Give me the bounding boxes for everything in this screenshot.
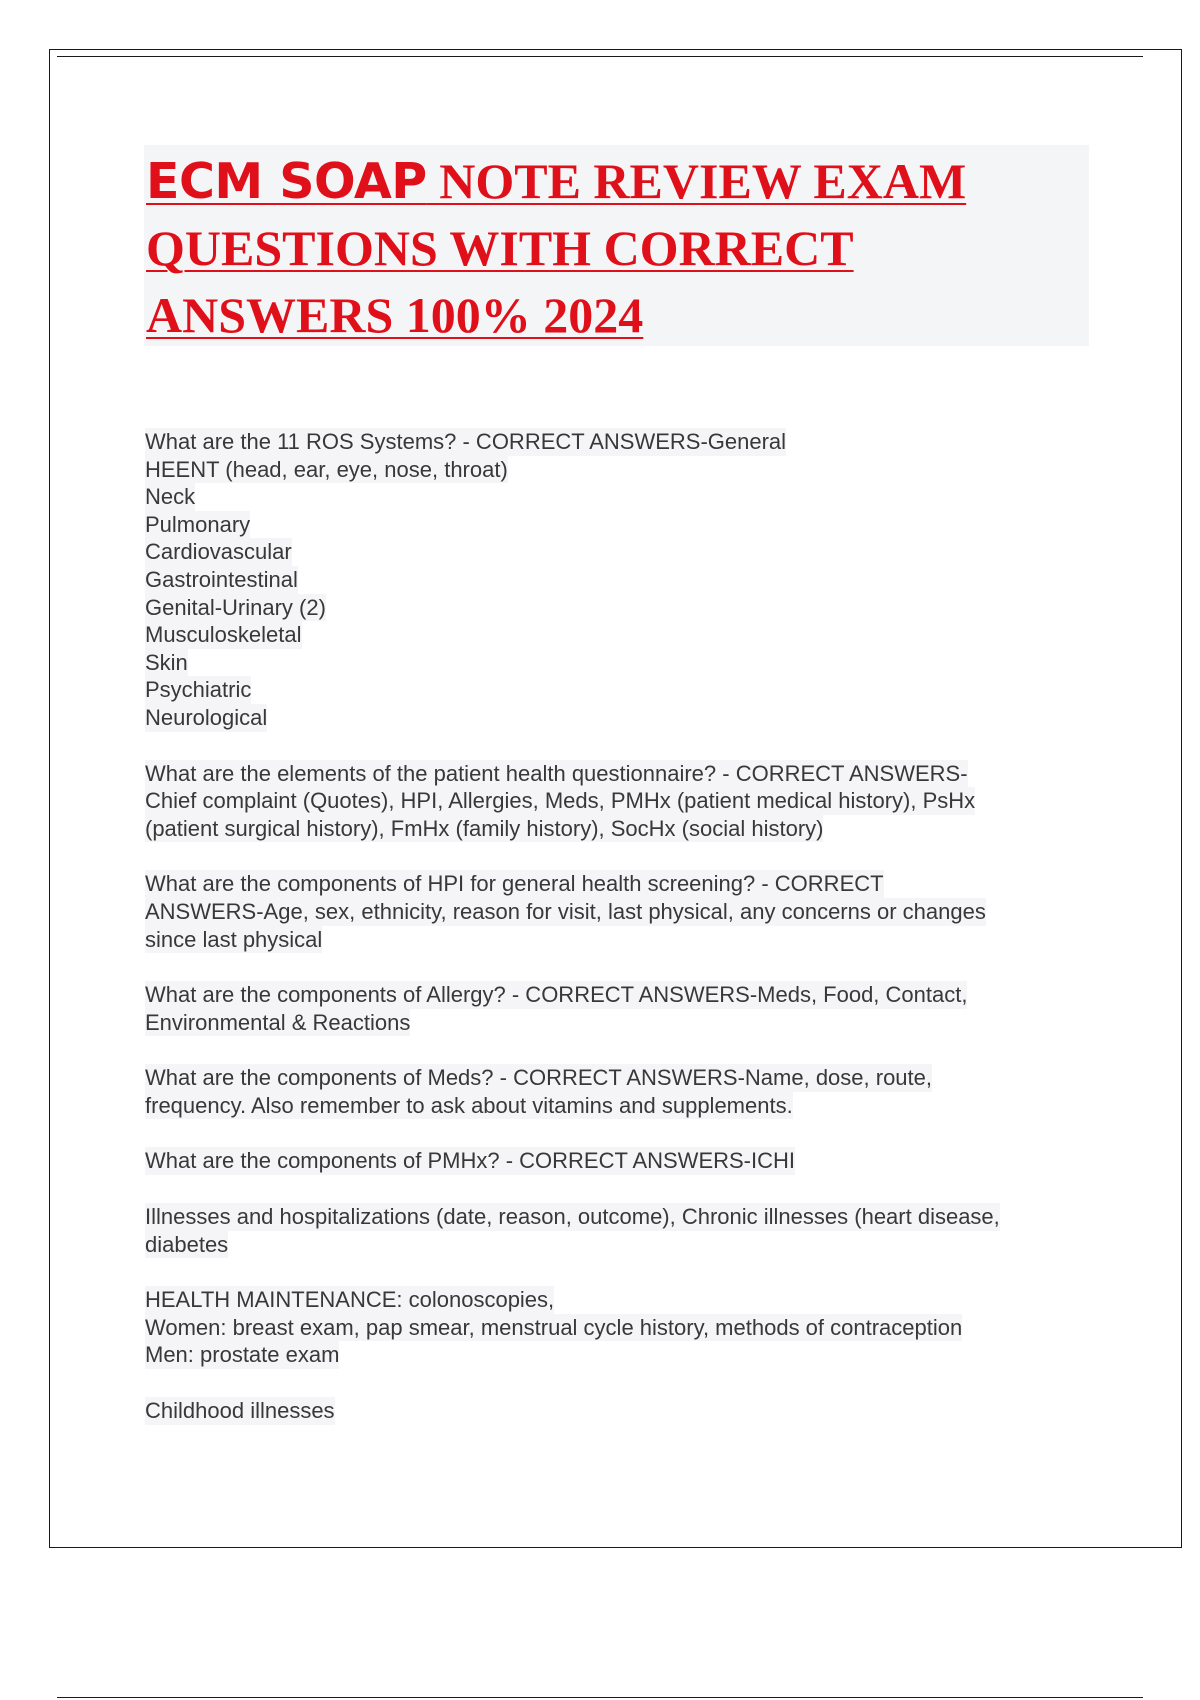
text-line: frequency. Also remember to ask about vitamins and supplements. [145,1092,793,1118]
text-line: Pulmonary [145,511,251,537]
text-line: Men: prostate exam [145,1342,340,1368]
qa-block-childhood-illnesses [145,1397,1095,1425]
qa-block-hpi [145,870,1095,953]
qa-content [145,428,1095,1453]
text-line: Illnesses and hospitalizations (date, reason, outcome), Chronic illnesses (heart disease, [145,1204,1000,1230]
title-line-2: QUESTIONS WITH CORRECT [146,220,854,276]
text-line: Neck [145,484,196,510]
text-line: Neurological [145,704,268,730]
text-line: Gastrointestinal [145,566,298,592]
text-line: (patient surgical history), FmHx (family history), SocHx (social history) [145,815,824,841]
qa-block-illnesses [145,1203,1095,1258]
text-line: HEENT (head, ear, eye, nose, throat) [145,456,508,482]
text-line: Psychiatric [145,677,252,703]
qa-block-meds [145,1064,1095,1119]
qa-block-allergy [145,981,1095,1036]
text-line: What are the components of Meds? - CORRECT ANSWERS-Name, dose, route, [145,1065,933,1091]
qa-block-ros-systems [145,428,1095,732]
text-line: What are the components of Allergy? - CORRECT ANSWERS-Meds, Food, Contact, [145,982,968,1008]
text-line: Environmental & Reactions [145,1009,411,1035]
bottom-rule [57,1697,1143,1698]
text-line: What are the components of HPI for general health screening? - CORRECT [145,871,884,897]
text-line: What are the elements of the patient health questionnaire? - CORRECT ANSWERS- [145,760,968,786]
text-line: What are the 11 ROS Systems? - CORRECT ANSWERS-General [145,429,787,454]
text-line: HEALTH MAINTENANCE: colonoscopies, [145,1287,555,1313]
text-line: Musculoskeletal [145,622,302,648]
text-line: diabetes [145,1231,229,1257]
title-line-1 [146,148,1089,215]
text-line: Genital-Urinary (2) [145,594,326,620]
text-line: Childhood illnesses [145,1398,335,1424]
qa-block-pmhx [145,1147,1095,1175]
text-line: ANSWERS-Age, sex, ethnicity, reason for visit, last physical, any concerns or changes [145,898,986,924]
text-line: Women: breast exam, pap smear, menstrual cycle history, methods of contraception [145,1314,963,1340]
qa-block-health-questionnaire [145,760,1095,843]
title-line-3: ANSWERS 100% 2024 [146,287,644,343]
text-line: What are the components of PMHx? - CORRECT ANSWERS-ICHI [145,1148,795,1174]
top-rule [57,56,1143,57]
text-line: Cardiovascular [145,539,292,565]
text-line: Chief complaint (Quotes), HPI, Allergies, Meds, PMHx (patient medical history), PsHx [145,788,976,814]
title-line-1-rest: NOTE REVIEW EXAM [426,153,967,209]
document-title [144,145,1089,346]
title-lead: ECM SOAP [146,153,427,210]
qa-block-health-maintenance [145,1286,1095,1369]
text-line: since last physical [145,926,323,952]
text-line: Skin [145,649,188,675]
